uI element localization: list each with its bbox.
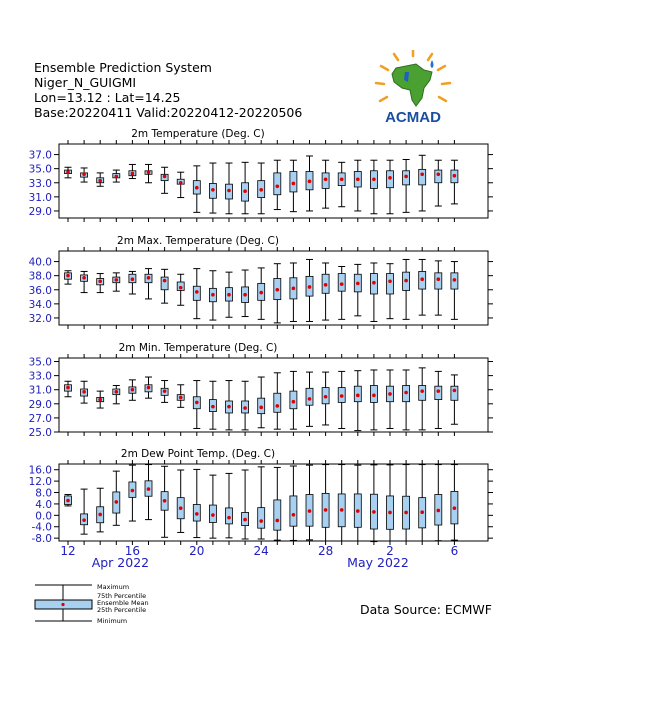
mean-marker — [227, 189, 231, 193]
mean-marker — [195, 290, 199, 294]
box-day-6 — [451, 160, 458, 204]
box-day-19 — [177, 274, 184, 305]
mean-marker — [66, 386, 70, 390]
box-day-2 — [387, 370, 394, 428]
box-day-20 — [193, 469, 200, 537]
box-day-16 — [129, 271, 136, 294]
iqr-box — [306, 388, 313, 405]
mean-marker — [276, 288, 280, 292]
mean-marker — [147, 386, 151, 390]
mean-marker — [115, 278, 119, 282]
box-day-12 — [65, 271, 72, 284]
box-day-23 — [242, 270, 249, 317]
box-day-30 — [354, 264, 361, 315]
box-day-30 — [354, 371, 361, 431]
box-day-26 — [290, 160, 297, 211]
mean-marker — [163, 499, 167, 503]
mean-marker — [66, 499, 70, 503]
mean-marker — [356, 282, 360, 286]
x-tick-label: 2 — [386, 544, 394, 558]
mean-marker — [147, 170, 151, 174]
y-tick-label: 16.0 — [28, 464, 52, 477]
mean-marker — [453, 389, 457, 393]
mean-marker — [227, 516, 231, 520]
mean-marker — [372, 394, 376, 398]
box-day-1 — [370, 370, 377, 430]
header-coordinates: Lon=13.12 : Lat=14.25 — [34, 90, 181, 105]
box-day-14 — [97, 274, 104, 293]
box-day-1 — [370, 263, 377, 321]
box-day-5 — [435, 465, 442, 541]
legend-mean — [61, 603, 64, 606]
mean-marker — [227, 293, 231, 297]
mean-marker — [356, 394, 360, 398]
legend-maximum: Maximum — [97, 583, 130, 591]
mean-marker — [115, 500, 119, 504]
legend-75th: 75th Percentile — [97, 592, 147, 600]
box-day-15 — [113, 385, 120, 403]
mean-marker — [308, 509, 312, 513]
mean-marker — [195, 512, 199, 516]
y-tick-label: 29.0 — [28, 398, 52, 411]
box-day-27 — [306, 259, 313, 321]
box-day-24 — [258, 467, 265, 539]
y-tick-label: 27.0 — [28, 412, 52, 425]
iqr-box — [451, 386, 458, 400]
mean-marker — [388, 280, 392, 284]
panel-3 — [29, 342, 493, 439]
mean-marker — [388, 176, 392, 180]
box-day-30 — [354, 465, 361, 541]
box-day-18 — [161, 269, 168, 303]
box-day-4 — [419, 155, 426, 211]
box-day-16 — [129, 465, 136, 521]
box-day-28 — [322, 263, 329, 320]
mean-marker — [82, 518, 86, 522]
y-tick-label: 38.0 — [28, 270, 52, 283]
mean-marker — [356, 509, 360, 513]
mean-marker — [131, 489, 135, 493]
mean-marker — [115, 390, 119, 394]
box-day-19 — [177, 470, 184, 532]
mean-marker — [259, 291, 263, 295]
y-tick-label: 37.0 — [28, 149, 52, 162]
mean-marker — [195, 401, 199, 405]
mean-marker — [82, 276, 86, 280]
box-day-13 — [81, 168, 88, 182]
box-day-28 — [322, 465, 329, 541]
mean-marker — [276, 184, 280, 188]
mean-marker — [98, 513, 102, 517]
box-day-22 — [226, 163, 233, 214]
y-tick-label: 12.0 — [28, 476, 52, 489]
mean-marker — [131, 277, 135, 281]
box-day-6 — [451, 465, 458, 541]
header-base-valid: Base:20220411 Valid:20220412-20220506 — [34, 105, 303, 120]
month-label: Apr 2022 — [91, 555, 150, 570]
mean-marker — [420, 389, 424, 393]
mean-marker — [243, 293, 247, 297]
mean-marker — [66, 170, 70, 174]
mean-marker — [420, 510, 424, 514]
mean-marker — [437, 509, 441, 513]
box-day-16 — [129, 164, 136, 178]
mean-marker — [82, 173, 86, 177]
legend-minimum: Minimum — [97, 617, 128, 625]
box-day-25 — [274, 160, 281, 209]
x-tick-label: 16 — [124, 544, 141, 558]
box-day-15 — [113, 170, 120, 182]
box-day-28 — [322, 372, 329, 425]
y-tick-label: 36.0 — [28, 284, 52, 297]
box-day-6 — [451, 375, 458, 424]
iqr-box — [274, 500, 281, 530]
mean-marker — [437, 389, 441, 393]
mean-marker — [420, 277, 424, 281]
panel-2 — [29, 235, 493, 329]
box-day-6 — [451, 262, 458, 320]
box-day-1 — [370, 160, 377, 214]
box-day-25 — [274, 373, 281, 429]
box-day-25 — [274, 467, 281, 540]
mean-marker — [147, 487, 151, 491]
mean-marker — [259, 406, 263, 410]
mean-marker — [372, 281, 376, 285]
y-tick-label: 31.0 — [28, 384, 52, 397]
mean-marker — [211, 513, 215, 517]
box-day-19 — [177, 385, 184, 408]
box-day-27 — [306, 465, 313, 540]
y-tick-label: 0.0 — [35, 510, 52, 523]
box-day-12 — [65, 381, 72, 397]
iqr-box — [419, 169, 426, 185]
mean-marker — [259, 188, 263, 192]
panel-title: 2m Min. Temperature (Deg. C) — [118, 342, 278, 354]
iqr-box — [258, 508, 265, 529]
x-tick-label: 12 — [60, 544, 76, 558]
box-day-5 — [435, 371, 442, 428]
y-tick-label: 34.0 — [28, 298, 52, 311]
box-day-15 — [113, 471, 120, 525]
box-day-18 — [161, 167, 168, 193]
mean-marker — [195, 186, 199, 190]
mean-marker — [308, 285, 312, 289]
y-tick-label: -4.0 — [31, 521, 52, 534]
panel-4 — [29, 448, 493, 545]
box-day-22 — [226, 473, 233, 537]
box-day-17 — [145, 164, 152, 182]
mean-marker — [340, 394, 344, 398]
box-day-3 — [403, 370, 410, 430]
legend-mean-label: Ensemble Mean — [97, 599, 149, 607]
box-day-14 — [97, 173, 104, 186]
mean-marker — [259, 519, 263, 523]
panel-1 — [29, 128, 493, 222]
panel-title: 2m Max. Temperature (Deg. C) — [117, 235, 279, 247]
box-day-21 — [209, 475, 216, 538]
y-tick-label: 31.0 — [28, 191, 52, 204]
legend — [35, 583, 149, 625]
mean-marker — [98, 398, 102, 402]
box-day-12 — [65, 495, 72, 506]
mean-marker — [324, 283, 328, 287]
mean-marker — [453, 174, 457, 178]
box-day-25 — [274, 264, 281, 323]
box-day-20 — [193, 166, 200, 213]
y-tick-label: -8.0 — [31, 533, 52, 546]
box-day-29 — [338, 267, 345, 320]
mean-marker — [179, 506, 183, 510]
box-day-18 — [161, 466, 168, 537]
y-tick-label: 35.0 — [28, 356, 52, 369]
mean-marker — [388, 392, 392, 396]
iqr-box — [274, 393, 281, 412]
box-day-3 — [403, 259, 410, 319]
iqr-box — [387, 274, 394, 294]
box-day-21 — [209, 381, 216, 429]
box-day-17 — [145, 377, 152, 398]
box-day-22 — [226, 381, 233, 430]
mean-marker — [163, 279, 167, 283]
mean-marker — [340, 177, 344, 181]
iqr-box — [290, 496, 297, 526]
mean-marker — [276, 404, 280, 408]
box-day-1 — [370, 465, 377, 542]
x-tick-label: 28 — [317, 544, 334, 558]
box-day-14 — [97, 391, 104, 408]
mean-marker — [404, 391, 408, 395]
y-tick-label: 8.0 — [35, 487, 52, 500]
mean-marker — [243, 406, 247, 410]
box-day-17 — [145, 269, 152, 299]
mean-marker — [98, 280, 102, 284]
box-day-29 — [338, 162, 345, 206]
mean-marker — [211, 405, 215, 409]
box-day-4 — [419, 259, 426, 315]
box-day-2 — [387, 465, 394, 541]
box-day-20 — [193, 381, 200, 429]
mean-marker — [404, 279, 408, 283]
box-day-20 — [193, 269, 200, 319]
x-tick-label: 20 — [189, 544, 205, 558]
box-day-23 — [242, 470, 249, 539]
box-day-26 — [290, 371, 297, 429]
mean-marker — [227, 405, 231, 409]
box-day-22 — [226, 272, 233, 317]
mean-marker — [420, 173, 424, 177]
mean-marker — [340, 282, 344, 286]
iqr-box — [274, 173, 281, 195]
box-day-28 — [322, 160, 329, 208]
data-source: Data Source: ECMWF — [360, 602, 492, 617]
box-day-17 — [145, 465, 152, 520]
mean-marker — [163, 389, 167, 393]
mean-marker — [404, 511, 408, 515]
box-day-23 — [242, 381, 249, 430]
box-day-13 — [81, 271, 88, 292]
box-day-5 — [435, 160, 442, 206]
box-day-2 — [387, 264, 394, 319]
box-day-26 — [290, 263, 297, 321]
box-day-21 — [209, 271, 216, 320]
mean-marker — [82, 390, 86, 394]
box-day-14 — [97, 488, 104, 532]
y-tick-label: 40.0 — [28, 256, 52, 269]
box-day-29 — [338, 465, 345, 541]
y-tick-label: 4.0 — [35, 498, 52, 511]
box-day-23 — [242, 162, 249, 213]
mean-marker — [437, 173, 441, 177]
y-tick-label: 33.0 — [28, 370, 52, 383]
mean-marker — [179, 396, 183, 400]
logo-text: ACMAD — [385, 109, 441, 126]
x-tick-label: 6 — [450, 544, 459, 558]
header-title: Ensemble Prediction System — [34, 60, 212, 75]
mean-marker — [453, 278, 457, 282]
mean-marker — [179, 181, 183, 185]
box-day-13 — [81, 381, 88, 403]
box-day-5 — [435, 261, 442, 315]
mean-marker — [292, 182, 296, 186]
box-day-26 — [290, 466, 297, 540]
mean-marker — [115, 175, 119, 179]
box-day-19 — [177, 172, 184, 197]
mean-marker — [340, 508, 344, 512]
mean-marker — [292, 513, 296, 517]
mean-marker — [388, 511, 392, 515]
box-day-12 — [65, 167, 72, 178]
mean-marker — [437, 277, 441, 281]
box-day-4 — [419, 465, 426, 541]
month-label: May 2022 — [347, 555, 409, 570]
mean-marker — [372, 177, 376, 181]
box-day-15 — [113, 273, 120, 291]
mean-marker — [211, 293, 215, 297]
mean-marker — [292, 287, 296, 291]
mean-marker — [292, 400, 296, 404]
mean-marker — [372, 510, 376, 514]
box-day-3 — [403, 465, 410, 541]
mean-marker — [243, 518, 247, 522]
box-day-3 — [403, 160, 410, 213]
panel-title: 2m Dew Point Temp. (Deg. C) — [120, 448, 276, 460]
mean-marker — [98, 179, 102, 183]
mean-marker — [324, 177, 328, 181]
header-station: Niger_N_GUIGMI — [34, 75, 137, 90]
x-tick-label: 24 — [253, 544, 269, 558]
box-day-2 — [387, 160, 394, 214]
legend-25th: 25th Percentile — [97, 606, 147, 614]
y-tick-label: 32.0 — [28, 312, 52, 325]
box-day-24 — [258, 268, 265, 319]
mean-marker — [453, 506, 457, 510]
iqr-box — [435, 170, 442, 183]
box-day-24 — [258, 377, 265, 428]
mean-marker — [163, 175, 167, 179]
box-day-13 — [81, 489, 88, 534]
mean-marker — [404, 175, 408, 179]
box-day-24 — [258, 163, 265, 214]
box-day-4 — [419, 368, 426, 430]
mean-marker — [356, 177, 360, 181]
mean-marker — [324, 395, 328, 399]
mean-marker — [147, 276, 151, 280]
mean-marker — [308, 397, 312, 401]
mean-marker — [131, 388, 135, 392]
mean-marker — [179, 286, 183, 290]
mean-marker — [131, 172, 135, 176]
mean-marker — [324, 508, 328, 512]
y-tick-label: 29.0 — [28, 205, 52, 218]
box-day-27 — [306, 156, 313, 211]
box-day-29 — [338, 371, 345, 428]
panel-title: 2m Temperature (Deg. C) — [131, 128, 265, 140]
y-tick-label: 35.0 — [28, 163, 52, 176]
mean-marker — [243, 189, 247, 193]
mean-marker — [211, 188, 215, 192]
box-day-18 — [161, 381, 168, 403]
box-day-21 — [209, 163, 216, 213]
y-tick-label: 33.0 — [28, 177, 52, 190]
mean-marker — [276, 519, 280, 523]
mean-marker — [66, 274, 70, 278]
y-tick-label: 25.0 — [28, 427, 52, 439]
mean-marker — [308, 180, 312, 184]
box-day-16 — [129, 380, 136, 400]
box-day-30 — [354, 160, 361, 211]
box-day-27 — [306, 372, 313, 426]
